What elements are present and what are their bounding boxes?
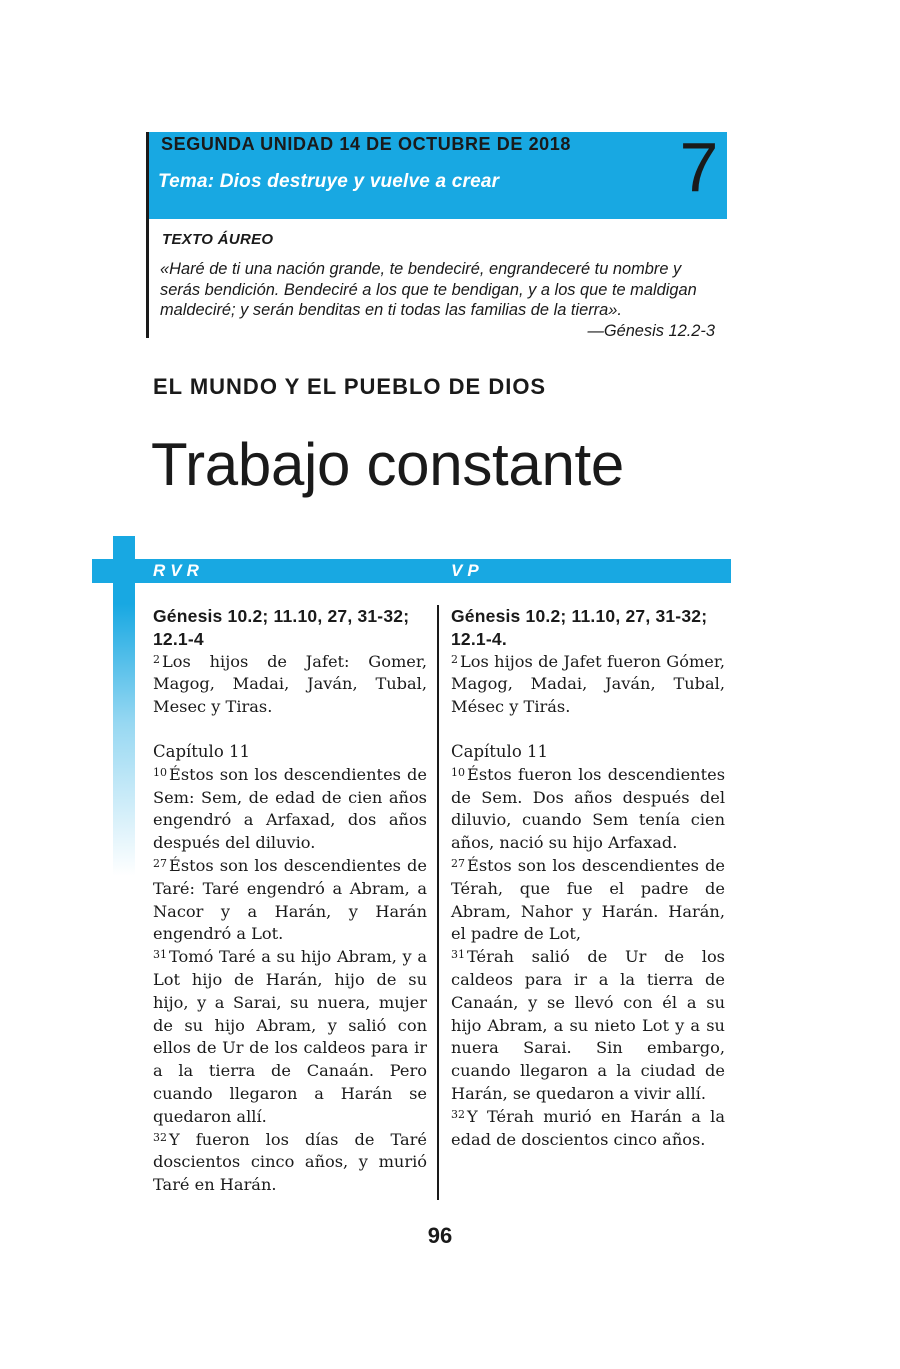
golden-text-reference: —Génesis 12.2-3 xyxy=(587,322,715,340)
verse-number: 27 xyxy=(153,856,167,870)
verse xyxy=(153,1129,427,1197)
verse-number: 32 xyxy=(153,1130,167,1144)
verse xyxy=(153,764,427,855)
verse-text: Éstos fueron los descendientes de Sem. Dos años después del diluvio, cuando Sem tenía cien años, nació su hijo Arfaxad. xyxy=(451,764,725,853)
golden-text: «Haré de ti una nación grande, te bendeciré, engrandeceré tu nombre y serás bendición. Bendeciré a los que te bendigan, y a los que te maldigan maldeciré; y serán benditas en ti todas las familias de la tierra». xyxy=(160,260,697,319)
theme-line: Tema: Dios destruye y vuelve a crear xyxy=(158,171,500,192)
verse xyxy=(451,855,725,946)
verse xyxy=(153,855,427,946)
passage-reference: Génesis 10.2; 11.10, 27, 31-32; 12.1-4. xyxy=(451,606,708,649)
verse xyxy=(451,651,725,719)
verse xyxy=(153,651,427,719)
verse-number: 31 xyxy=(153,948,167,962)
verse xyxy=(451,946,725,1106)
verse-number: 10 xyxy=(451,765,465,779)
cross-vertical-bar xyxy=(113,536,135,876)
verse-text: Éstos son los descendientes de Térah, que fue el padre de Abram, Nahor y Harán. Harán, el padre de Lot, xyxy=(451,855,725,944)
chapter-heading: Capítulo 11 xyxy=(451,741,549,761)
page-number: 96 xyxy=(427,1223,453,1248)
lesson-number: 7 xyxy=(679,128,719,206)
verse-text: Tomó Taré a su hijo Abram, y a Lot hijo de Harán, hijo de su hijo, y a Sarai, su nuera, mujer de su hijo Abram, y salió con ellos de Ur de los caldeos para ir a la tierra de Canaán. Pero cuando llegaron a Harán se quedaron allí. xyxy=(153,947,427,1126)
verse xyxy=(451,1106,725,1152)
passage-reference: Génesis 10.2; 11.10, 27, 31-32; 12.1-4 xyxy=(153,606,410,649)
column-divider xyxy=(437,605,439,1200)
verse-text: Éstos son los descendientes de Taré: Taré engendró a Abram, a Nacor y a Harán, y Harán engendró a Lot. xyxy=(153,855,427,944)
verse-text: Los hijos de Jafet fueron Gómer, Magog, Madai, Javán, Tubal, Mésec y Tirás. xyxy=(451,651,725,717)
verse xyxy=(451,764,725,855)
chapter-heading: Capítulo 11 xyxy=(153,741,251,761)
golden-text-label: TEXTO ÁUREO xyxy=(162,231,274,248)
verse-number: 32 xyxy=(451,1107,465,1121)
verse-number: 2 xyxy=(451,652,458,666)
verse-number: 10 xyxy=(153,765,167,779)
verse-text: Y Térah murió en Harán a la edad de doscientos cinco años. xyxy=(451,1106,725,1149)
column-vp xyxy=(451,605,725,1151)
verse-number: 27 xyxy=(451,856,465,870)
lesson-title: Trabajo constante xyxy=(151,431,624,498)
column-rvr xyxy=(153,605,427,1197)
column-label-rvr: RVR xyxy=(153,561,204,580)
section-title: EL MUNDO Y EL PUEBLO DE DIOS xyxy=(153,374,547,399)
verse xyxy=(153,946,427,1128)
unit-date-line: SEGUNDA UNIDAD 14 DE OCTUBRE DE 2018 xyxy=(161,134,572,154)
verse-number: 31 xyxy=(451,948,465,962)
column-label-vp: VP xyxy=(451,561,484,580)
verse-text: Éstos son los descendientes de Sem: Sem, de edad de cien años engendró a Arfaxad, dos años después del diluvio. xyxy=(153,764,427,853)
verse-text: Y fueron los días de Taré doscientos cinco años, y murió Taré en Harán. xyxy=(153,1129,427,1195)
verse-text: Térah salió de Ur de los caldeos para ir a la tierra de Canaán, y se llevó con él a su hijo Abram, a su nieto Lot y a su nuera Sarai. Sin embargo, cuando llegaron a la ciudad de Harán, se quedaron a vivir allí. xyxy=(451,947,725,1103)
verse-text: Los hijos de Jafet: Gomer, Magog, Madai, Javán, Tubal, Mesec y Tiras. xyxy=(153,651,427,717)
verse-number: 2 xyxy=(153,652,160,666)
